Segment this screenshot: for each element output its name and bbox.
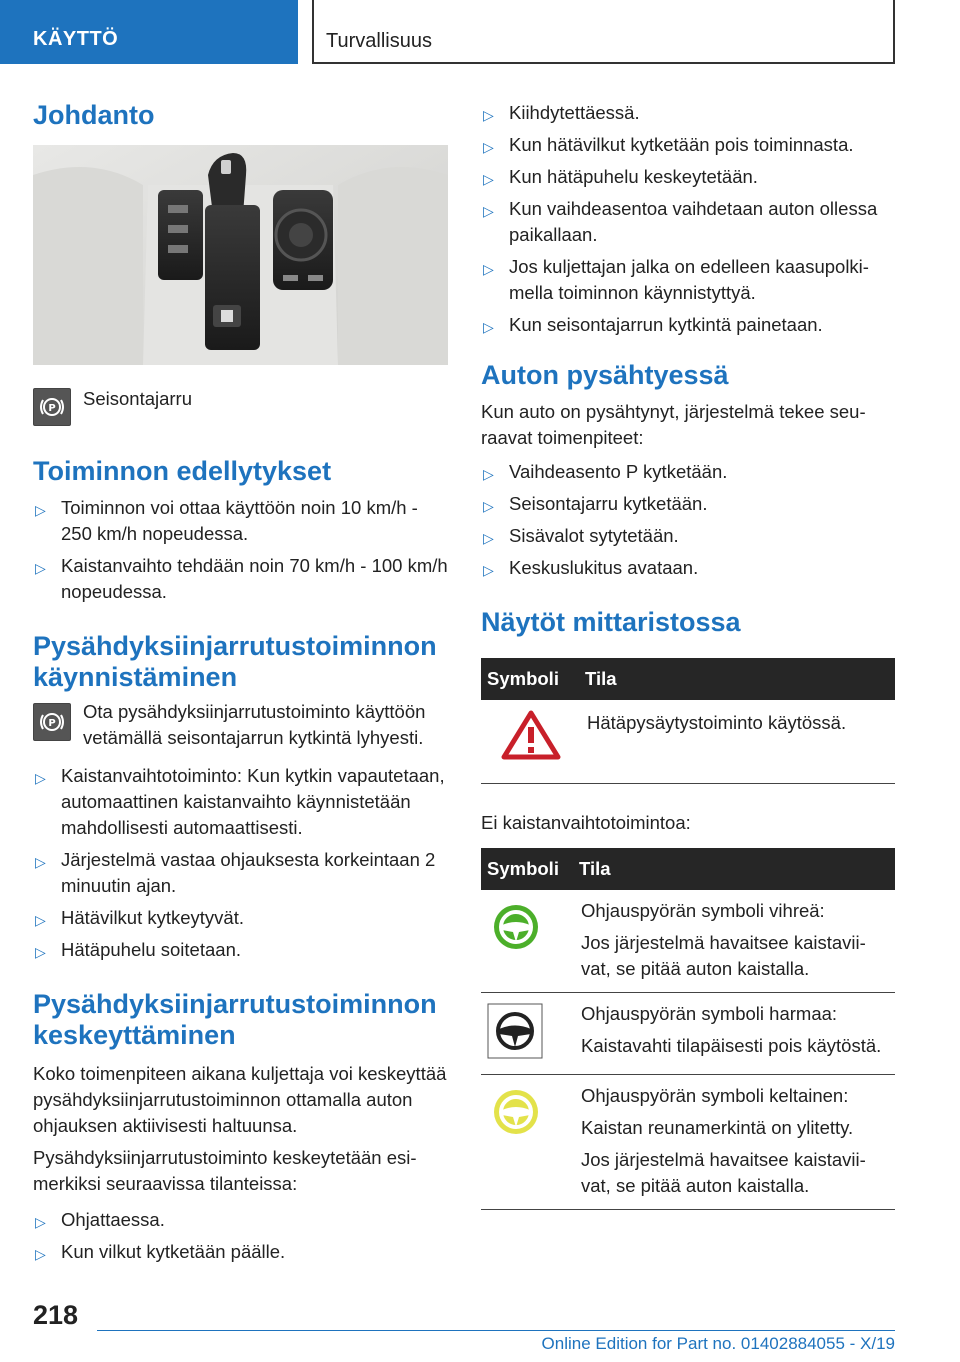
list-item: ▷ Kiihdytettäessä. (483, 102, 640, 123)
state-text: Ohjauspyörän symboli vihreä: Jos järjestelmä havaitsee kaistaviivat, se pitää auton kaistalla. (573, 890, 895, 993)
console-photo (33, 145, 448, 365)
cancel-heading: Pysähdyksiinjarrutustoiminnon keskeyttäminen (33, 989, 437, 1050)
table-header-state: Tila (573, 848, 895, 890)
table-header-symbol: Symboli (481, 658, 579, 700)
state-text: Ohjauspyörän symboli harmaa: Kaistavahti tilapäisesti pois käytöstä. (573, 993, 895, 1075)
parking-brake-icon (33, 388, 71, 426)
list-item: ▷ Kaistanvaihtotoiminto: Kun kytkin vapautetaan, automaattinen kaistanvaihto käynnistetään mahdollisesti automaattisesti. (35, 765, 445, 838)
steering-wheel-yellow-icon (493, 1089, 539, 1135)
list-item: ▷ Jos kuljettajan jalka on edelleen kaasupolkimella toiminnon käynnistyttyä. (483, 256, 869, 303)
table-row (481, 1075, 895, 1210)
cancel-list-continued (481, 100, 895, 338)
list-item: ▷ Kun seisontajarrun kytkintä painetaan. (483, 314, 823, 335)
parking-brake-label: Seisontajarru (83, 388, 193, 409)
lane-intro: Ei kaistanvaihtotoimintoa: (481, 812, 691, 833)
left-column (33, 100, 448, 1271)
symbol-table-1 (481, 658, 895, 784)
displays-heading: Näytöt mittaristossa (481, 607, 741, 637)
footer-divider (97, 1330, 895, 1331)
conditions-list (33, 495, 448, 605)
start-text: Ota pysähdyksiinjarrutustoiminto käyttöön vetämällä seisontajarrun kytkintä lyhyesti. (83, 701, 426, 748)
list-item: ▷ Seisontajarru kytketään. (483, 493, 708, 514)
start-instruction (33, 703, 448, 751)
page-number: 218 (33, 1300, 79, 1330)
list-item: ▷ Kun hätävilkut kytketään pois toiminnasta. (483, 134, 854, 155)
list-item: ▷ Kaistanvaihto tehdään noin 70 km/h - 100 km/h nopeudessa. (35, 555, 448, 602)
steering-wheel-green-icon (493, 904, 539, 950)
cancel-paragraph-2: Pysähdyksiinjarrutustoiminto keskeytetään esimerkiksi seuraavissa tilanteissa: (33, 1147, 417, 1194)
list-item: ▷ Hätävilkut kytkeytyvät. (35, 907, 245, 928)
list-item: ▷ Toiminnon voi ottaa käyttöön noin 10 km/h - 250 km/h nopeudessa. (35, 497, 418, 544)
stopped-text: Kun auto on pysähtynyt, järjestelmä tekee seuraavat toimenpiteet: (481, 401, 866, 448)
table-row (481, 890, 895, 993)
list-item: ▷ Kun hätäpuhelu keskeytetään. (483, 166, 758, 187)
svg-text:P: P (48, 718, 56, 729)
start-heading: Pysähdyksiinjarrutustoiminnon käynnistäminen (33, 631, 437, 692)
topic-tab: Turvallisuus (312, 0, 895, 64)
symbol-table-2 (481, 848, 895, 1210)
start-list (33, 763, 448, 963)
parking-brake-legend (33, 388, 448, 426)
table-row (481, 993, 895, 1075)
table-row (481, 700, 895, 784)
edition-note: Online Edition for Part no. 01402884055 - X/19 (541, 1334, 895, 1353)
warning-triangle-icon (501, 710, 561, 760)
list-item: ▷ Järjestelmä vastaa ohjauksesta korkeintaan 2 minuutin ajan. (35, 849, 436, 896)
right-column (481, 100, 895, 1210)
cancel-paragraph-1: Koko toimenpiteen aikana kuljettaja voi keskeyttää pysähdyksiinjarrutustoiminnon ottamalla auton ohjauksen aktiivisesti haltuunsa. (33, 1063, 447, 1136)
list-item: ▷ Keskuslukitus avataan. (483, 557, 699, 578)
table-header-state: Tila (579, 658, 895, 700)
section-tab: KÄYTTÖ (0, 0, 298, 64)
list-item: ▷ Hätäpuhelu soitetaan. (35, 939, 241, 960)
intro-heading: Johdanto (33, 100, 155, 130)
stopped-heading: Auton pysähtyessä (481, 360, 729, 390)
list-item: ▷ Kun vilkut kytketään päälle. (35, 1241, 286, 1262)
cancel-list (33, 1207, 448, 1265)
list-item: ▷ Kun vaihdeasentoa vaihdetaan auton ollessa paikallaan. (483, 198, 878, 245)
state-text: Hätäpysäytystoiminto käytössä. (579, 700, 895, 784)
table-header-symbol: Symboli (481, 848, 573, 890)
steering-wheel-grey-icon (487, 1003, 543, 1059)
conditions-heading: Toiminnon edellytykset (33, 456, 332, 486)
state-text: Ohjauspyörän symboli keltainen: Kaistan reunamerkintä on ylitetty. Jos järjestelmä havaitsee kaistaviivat, se pitää auton kaistalla. (573, 1075, 895, 1210)
parking-brake-icon (33, 703, 71, 741)
list-item: ▷ Vaihdeasento P kytketään. (483, 461, 728, 482)
svg-text:P: P (48, 403, 56, 414)
list-item: ▷ Ohjattaessa. (35, 1209, 165, 1230)
list-item: ▷ Sisävalot sytytetään. (483, 525, 679, 546)
stopped-list (481, 459, 895, 581)
